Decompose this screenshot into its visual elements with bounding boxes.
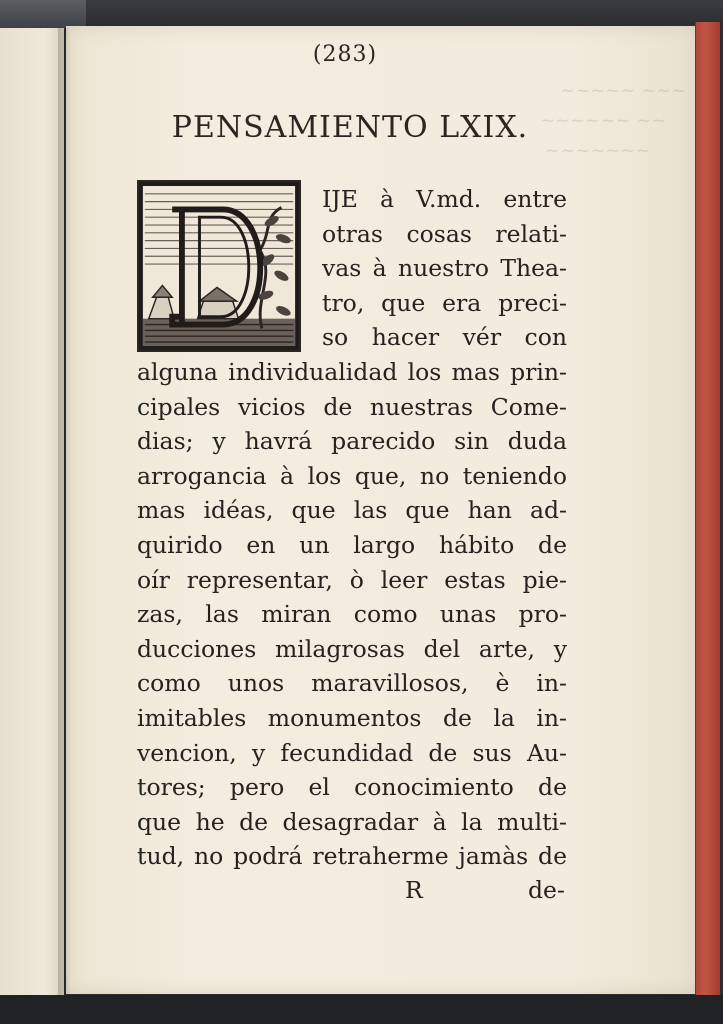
book-clip [0, 0, 86, 28]
show-through-decoration: ~~~~~~~ [545, 140, 651, 161]
text-line: dias; y havrá parecido sin duda [137, 427, 567, 456]
text-line: cipales vicios de nuestras Come- [137, 392, 567, 421]
text-line: tores; pero el conocimiento de [137, 773, 567, 802]
spine-shadow [58, 28, 70, 998]
text-line: vas à nuestro Thea- [322, 254, 567, 283]
text-line: como unos maravillosos, è in- [137, 669, 567, 698]
text-line: alguna individualidad los mas prin- [137, 357, 567, 386]
text-line: IJE à V.md. entre [322, 185, 567, 213]
page-title: PENSAMIENTO LXIX. [171, 110, 529, 145]
text-line: oír representar, ò leer estas pie- [137, 565, 567, 594]
text-line: mas idéas, que las que han ad- [137, 496, 567, 525]
red-page-edge [695, 22, 720, 997]
text-line: zas, las miran como unas pro- [137, 600, 567, 629]
text-line: quirido en un largo hábito de [137, 530, 567, 559]
text-line: ducciones milagrosas del arte, y [137, 634, 567, 663]
body-text [137, 182, 567, 874]
show-through-decoration: ~~~~~~ ~~ [540, 110, 667, 131]
text-line: que he de desagradar à la multi- [137, 807, 567, 836]
catchword: de- [528, 876, 565, 904]
text-line: otras cosas relati- [322, 219, 567, 248]
text-line: tro, que era preci- [322, 288, 567, 317]
scan-background-bottom [0, 995, 723, 1024]
text-line: vencion, y fecundidad de sus Au- [137, 738, 567, 767]
text-line: arrogancia à los que, no teniendo [137, 461, 567, 490]
signature-mark: R [405, 876, 423, 904]
text-line: so hacer vér con [322, 323, 567, 352]
page-number: (283) [312, 42, 378, 67]
facing-page [0, 28, 64, 998]
text-line: imitables monumentos de la in- [137, 703, 567, 732]
text-line: tud, no podrá retraherme jamàs de [137, 842, 567, 871]
show-through-decoration: ~~~~~ ~~~ [560, 80, 687, 101]
